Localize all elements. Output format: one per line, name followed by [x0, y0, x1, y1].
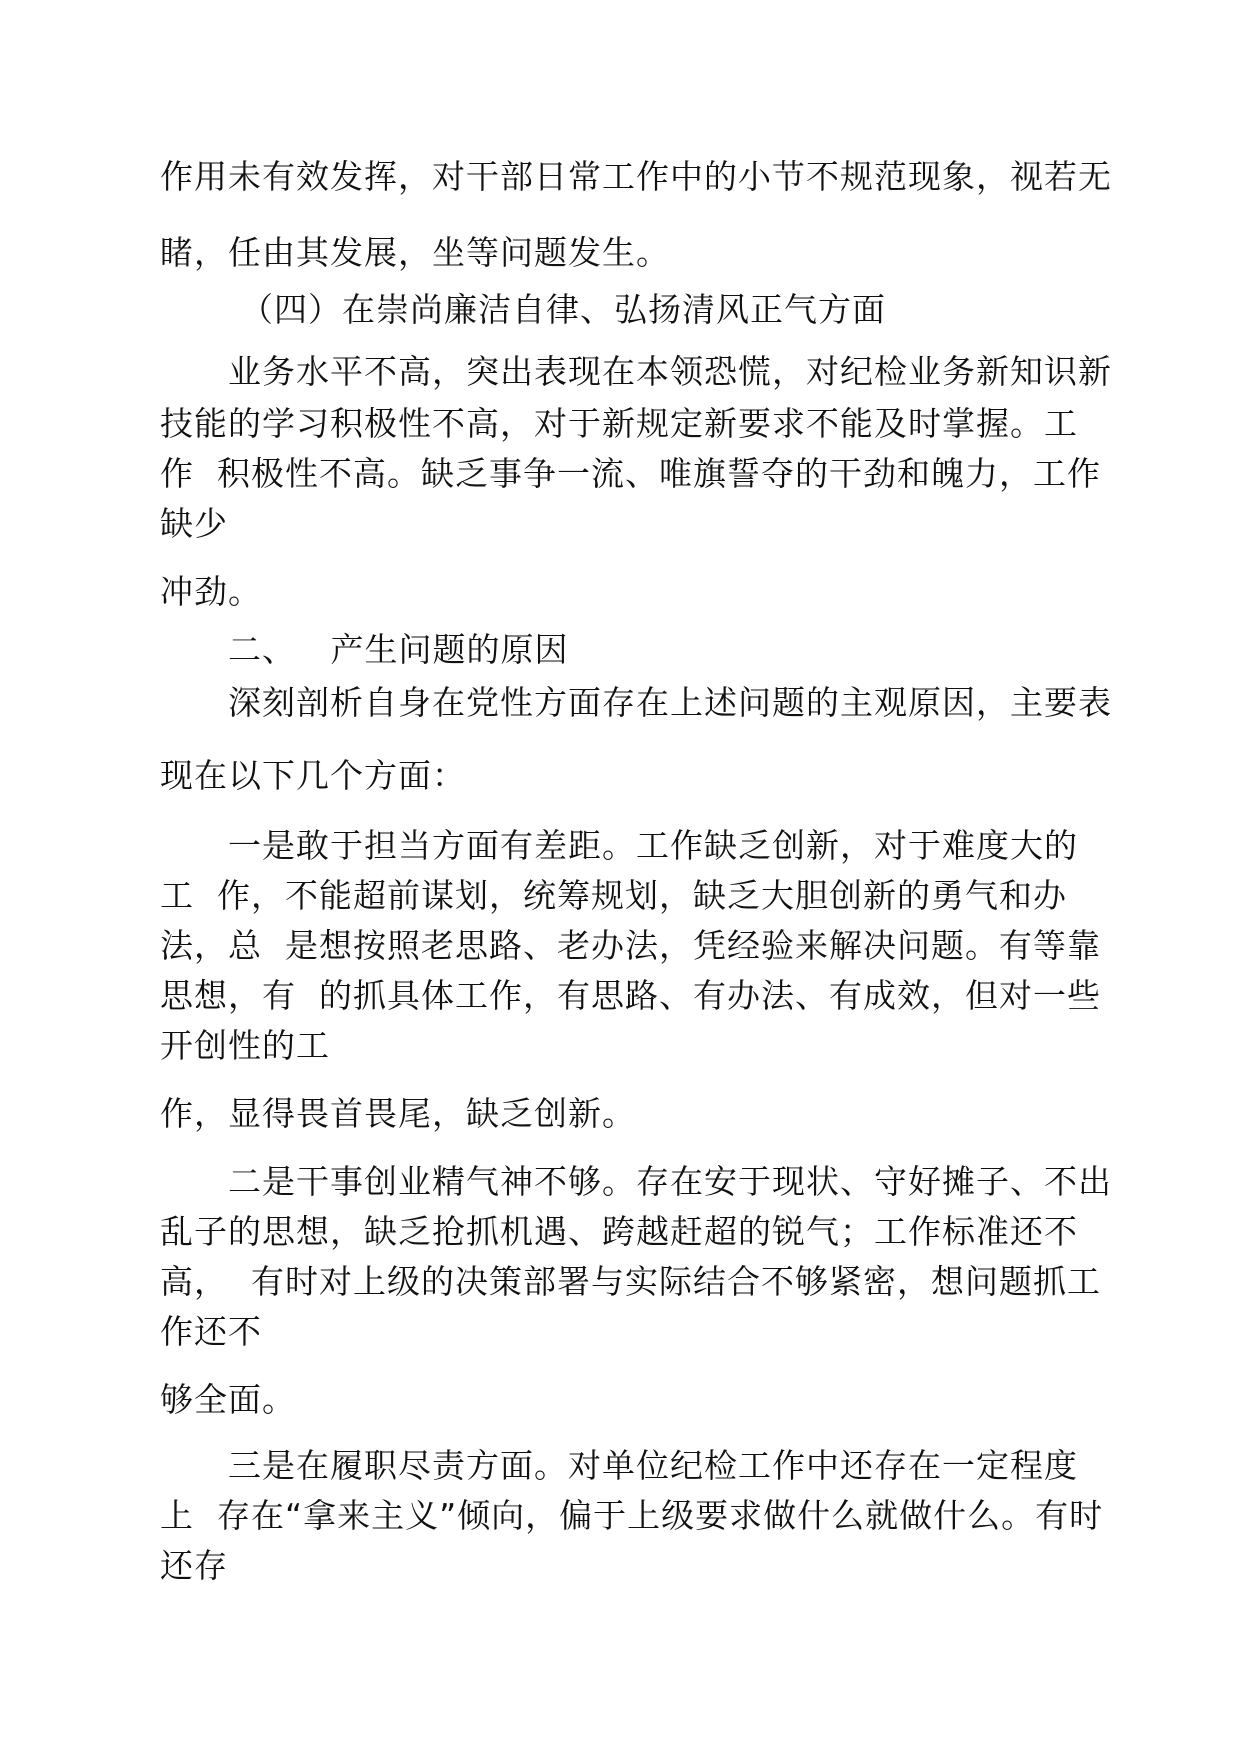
- paragraph-line: 冲劲。: [160, 572, 262, 611]
- paragraph-line: 作还不: [160, 1312, 262, 1351]
- paragraph-line: 开创性的工: [160, 1026, 330, 1065]
- paragraph-line: 现在以下几个方面：: [160, 756, 466, 795]
- paragraph-line: 作用未有效发挥，对干部日常工作中的小节不规范现象，视若无: [160, 157, 1112, 196]
- paragraph-line: 法，总 是想按照老思路、老办法，凭经验来解决问题。有等靠: [160, 926, 1101, 965]
- paragraph-line: 业务水平不高，突出表现在本领恐慌，对纪检业务新知识新: [228, 352, 1112, 391]
- paragraph-line: 乱子的思想，缺乏抢抓机遇、跨越赶超的锐气；工作标准还不: [160, 1212, 1078, 1251]
- paragraph-line: 作 积极性不高。缺乏事争一流、唯旗誓夺的干劲和魄力，工作: [160, 454, 1101, 493]
- section-heading-4: （四）在崇尚廉洁自律、弘扬清风正气方面: [240, 290, 886, 329]
- paragraph-line: 够全面。: [160, 1380, 296, 1419]
- paragraph-line: 一是敢于担当方面有差距。工作缺乏创新，对于难度大的: [228, 826, 1078, 865]
- paragraph-line: 三是在履职尽责方面。对单位纪检工作中还存在一定程度: [228, 1446, 1078, 1485]
- paragraph-line: 二是干事创业精气神不够。存在安于现状、守好摊子、不出: [228, 1162, 1112, 1201]
- paragraph-line: 深刻剖析自身在党性方面存在上述问题的主观原因，主要表: [228, 683, 1112, 722]
- paragraph-line: 缺少: [160, 504, 228, 543]
- paragraph-line: 作，显得畏首畏尾，缺乏创新。: [160, 1094, 636, 1133]
- paragraph-line: 睹，任由其发展，坐等问题发生。: [160, 233, 670, 272]
- section-heading-2: 二、 产生问题的原因: [228, 630, 569, 669]
- paragraph-line: 上 存在“拿来主义”倾向，偏于上级要求做什么就做什么。有时: [160, 1496, 1104, 1535]
- paragraph-line: 还存: [160, 1546, 228, 1585]
- paragraph-line: 思想，有 的抓具体工作，有思路、有办法、有成效，但对一些: [160, 976, 1101, 1015]
- paragraph-line: 高， 有时对上级的决策部署与实际结合不够紧密，想问题抓工: [160, 1262, 1101, 1301]
- paragraph-line: 工 作，不能超前谋划，统筹规划，缺乏大胆创新的勇气和办: [160, 876, 1067, 915]
- paragraph-line: 技能的学习积极性不高，对于新规定新要求不能及时掌握。工: [160, 404, 1078, 443]
